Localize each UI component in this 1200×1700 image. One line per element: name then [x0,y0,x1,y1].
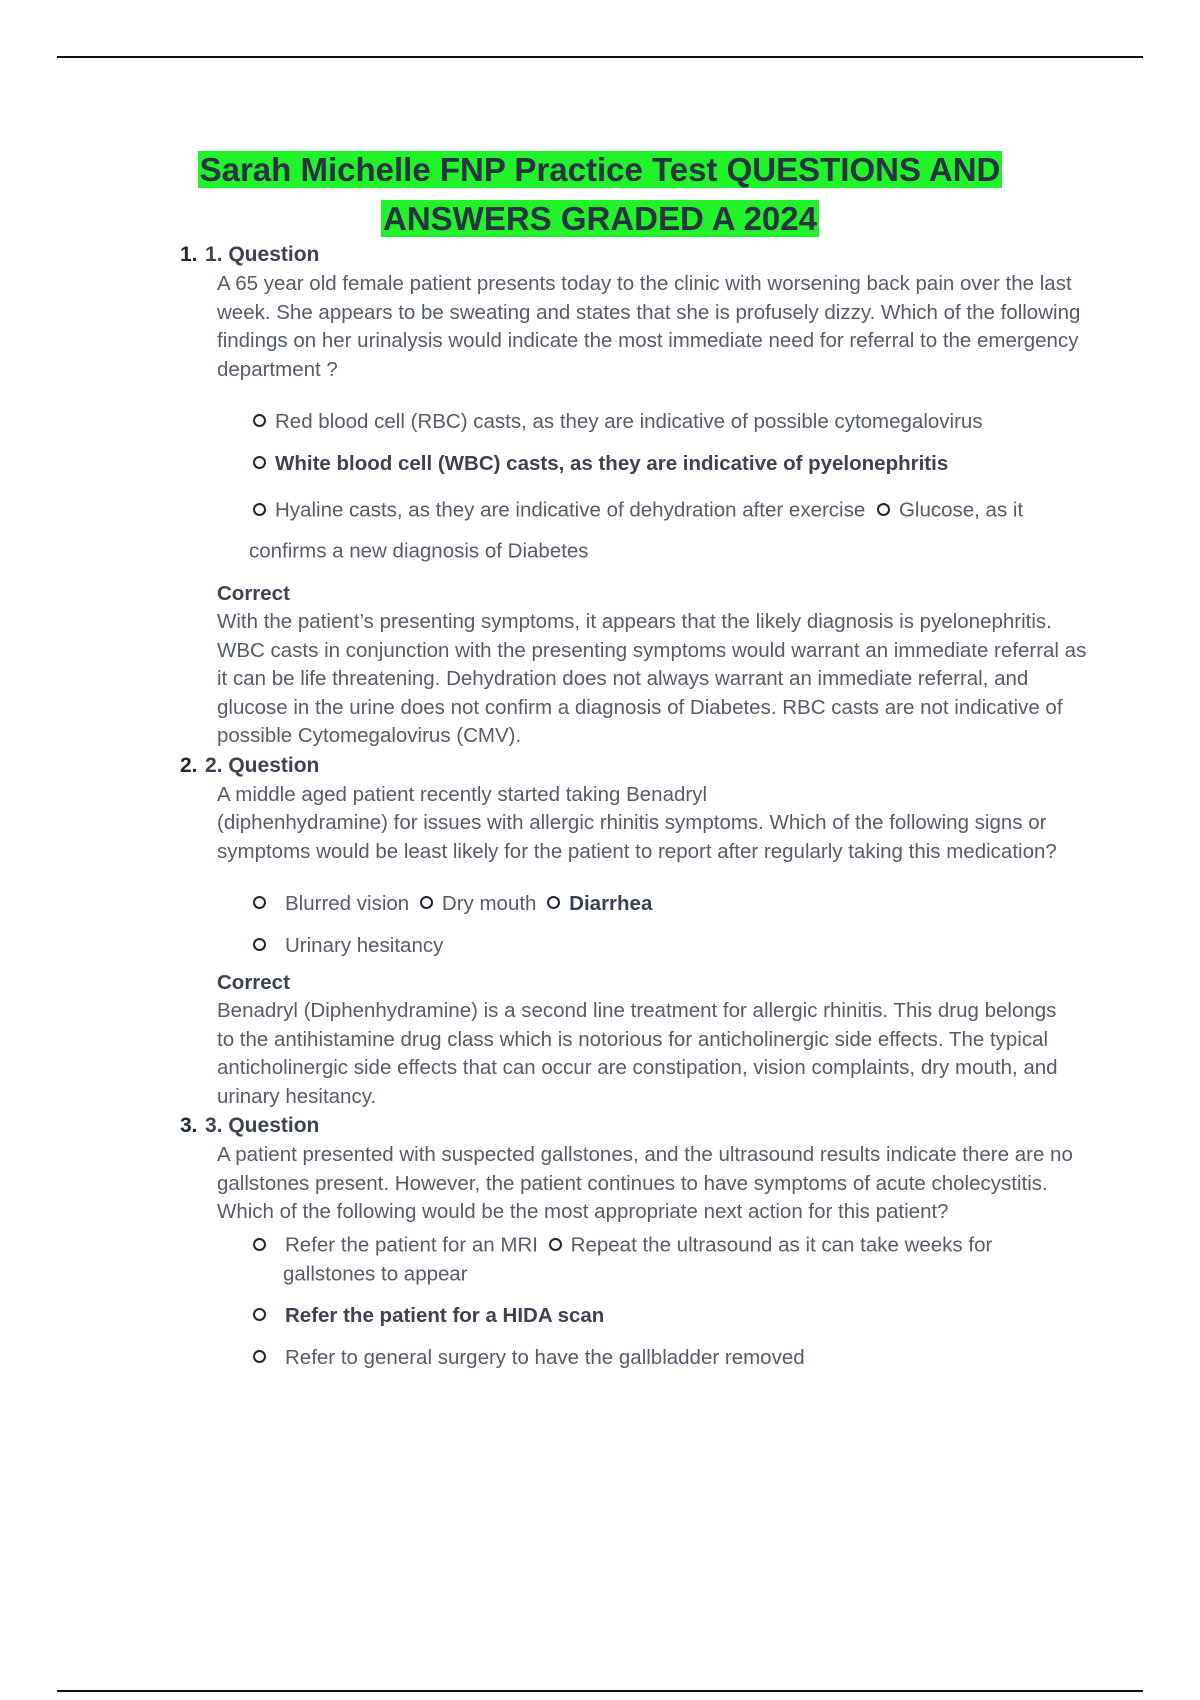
option-item [253,930,1093,960]
question-2-options [253,888,1093,960]
question-1-heading [180,240,1100,270]
circle-bullet-icon [253,503,266,516]
option-text: Hyaline casts, as they are indicative of dehydration after exercise [275,498,866,522]
question-3-text: A patient presented with suspected gallstones, and the ultrasound results indicate there are no gallstones present. However, the patient continues to have symptoms of acute cholecystitis. Which of the following would be the most appropriate next action for this patient? [217,1143,1073,1224]
circle-bullet-icon [547,896,560,909]
header-rule [57,56,1143,58]
question-1-options [249,406,1093,571]
question-label: 1. Question [205,243,320,266]
circle-bullet-icon [253,896,266,909]
title-line-1: Sarah Michelle FNP Practice Test QUESTIONS AND [199,151,1001,188]
option-item [253,888,1093,918]
option-text: Urinary hesitancy [285,934,444,958]
question-number: 1. [180,243,198,266]
question-2-text-line: (diphenhydramine) for issues with allergic rhinitis symptoms. Which of the following signs or symptoms would be least likely for the patient to report after regularly taking this medication? [217,811,1057,863]
option-text-correct: White blood cell (WBC) casts, as they are indicative of pyelonephritis [275,452,949,476]
circle-bullet-icon [253,1350,266,1363]
option-text: Dry mouth [441,892,537,916]
circle-bullet-icon [420,896,433,909]
option-text: Blurred vision [285,892,410,916]
title-line-2: ANSWERS GRADED A 2024 [383,200,817,237]
option-text-correct: Diarrhea [569,892,653,916]
option-text: Refer the patient for an MRI [285,1233,538,1257]
option-text: Repeat the ultrasound as it can take weeks for gallstones to appear [283,1233,993,1286]
circle-bullet-icon [549,1238,562,1251]
option-item [249,490,1093,571]
option-item [253,1300,1003,1330]
result-label: Correct [217,582,290,606]
circle-bullet-icon [877,503,890,516]
question-number: 3. [180,1114,198,1138]
document-body [180,240,1100,1384]
question-3-options [253,1231,1003,1372]
question-label: 3. Question [205,1114,320,1138]
option-text: Refer to general surgery to have the gallbladder removed [285,1346,805,1370]
circle-bullet-icon [253,1238,266,1251]
circle-bullet-icon [253,938,266,951]
option-item [253,1231,1003,1288]
question-2-text [217,781,1077,867]
page-title [100,145,1100,243]
option-item [253,448,1093,478]
question-2-explanation: Benadryl (Diphenhydramine) is a second line treatment for allergic rhinitis. This drug belongs to the antihistamine drug class which is notorious for anticholinergic side effects. The typical anticholinergic side effects that can occur are constipation, vision complaints, dry mouth, and urinary hesitancy. [217,999,1058,1108]
question-label: 2. Question [205,753,320,777]
circle-bullet-icon [253,414,266,427]
question-number: 2. [180,753,198,777]
question-2-text-line: A middle aged patient recently started taking Benadryl [217,782,708,806]
option-item [253,1342,1003,1372]
option-text-correct: Refer the patient for a HIDA scan [285,1304,605,1328]
question-2-heading [180,751,1100,781]
option-text: Glucose, as it confirms a new diagnosis of Diabetes [249,498,1024,563]
footer-rule [57,1690,1143,1692]
option-text: Red blood cell (RBC) casts, as they are indicative of possible cytomegalovirus [275,410,983,434]
question-3-heading [180,1111,1100,1141]
question-1-explanation: With the patient’s presenting symptoms, it appears that the likely diagnosis is pyelonephritis. WBC casts in conjunction with the presenting symptoms would warrant an immediate referral as it can be life threatening. Dehydration does not always warrant an immediate referral, and glucose in the urine does not confirm a diagnosis of Diabetes. RBC casts are not indicative of possible Cytomegalovirus (CMV). [217,610,1087,748]
question-1-text: A 65 year old female patient presents today to the clinic with worsening back pain over the last week. She appears to be sweating and states that she is profusely dizzy. Which of the following findings on her urinalysis would indicate the most immediate need for referral to the emergency department ? [217,272,1081,381]
result-label: Correct [217,971,290,995]
circle-bullet-icon [253,456,266,469]
circle-bullet-icon [253,1308,266,1321]
option-item [253,406,1093,436]
